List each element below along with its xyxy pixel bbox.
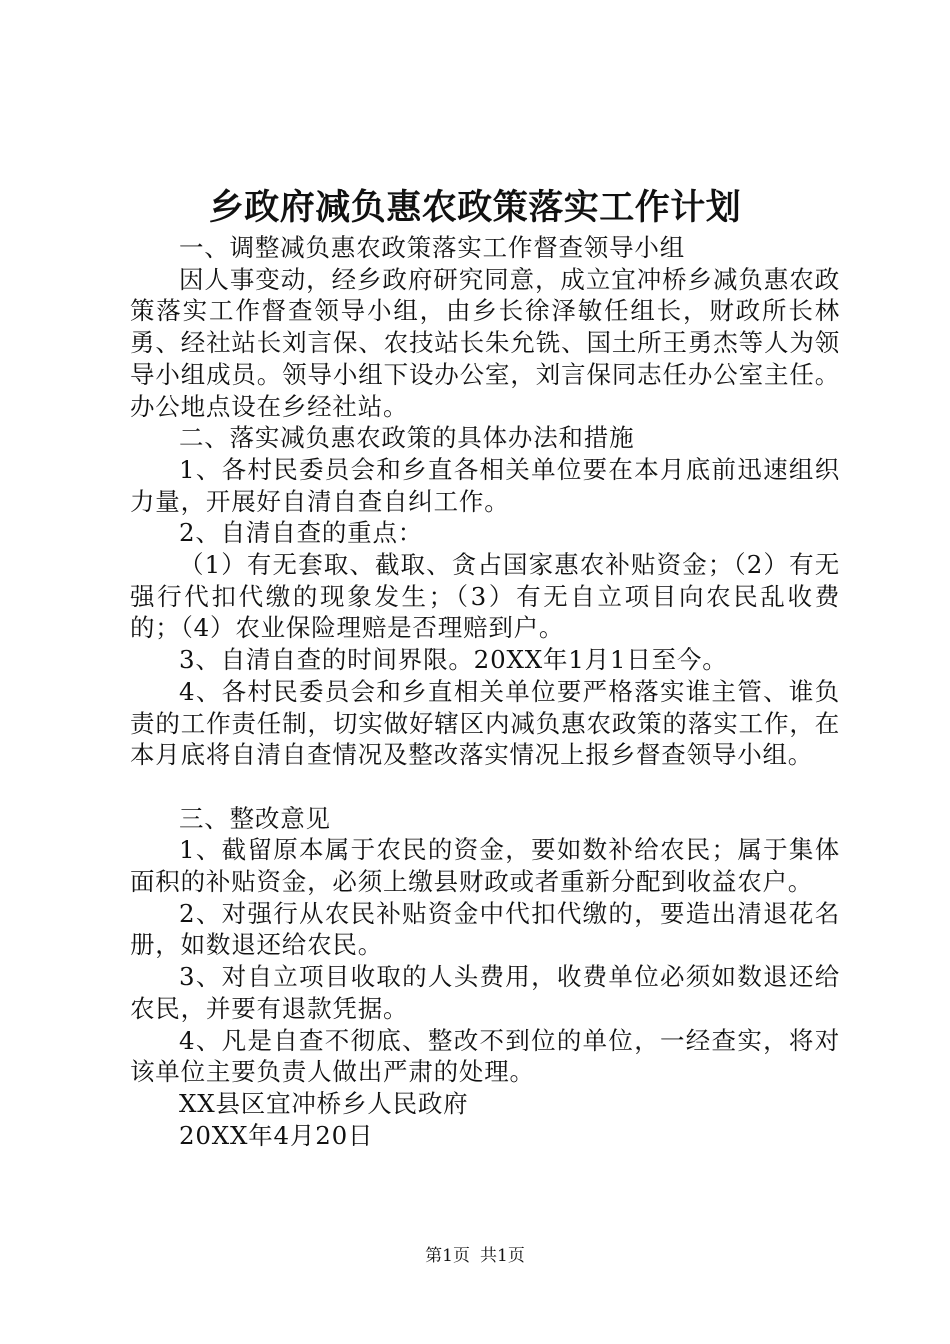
section-heading-1: 一、调整减负惠农政策落实工作督查领导小组: [179, 233, 685, 262]
section-heading-2: 二、落实减负惠农政策的具体办法和措施: [179, 423, 635, 453]
page-number: 第1页: [425, 1246, 470, 1266]
paragraph-opinion-2: 2、对强行从农民补贴资金中代扣代缴的，要造出清退花名册，如数退还给农民。: [130, 898, 840, 960]
page-total: 共1页: [480, 1246, 525, 1266]
paragraph-opinion-3: 3、对自立项目收取的人头费用，收费单位必须如数退还给农民，并要有退款凭据。: [130, 962, 840, 1023]
signature-organization: XX县区宜冲桥乡人民政府: [179, 1088, 469, 1118]
paragraph-opinion-1: 1、截留原本属于农民的资金，要如数补给农民；属于集体面积的补贴资金，必须上缴县财政或者重新分配到收益农户。: [130, 835, 840, 897]
paragraph-leadership-group: 因人事变动，经乡政府研究同意，成立宜冲桥乡减负惠农政策落实工作督查领导小组，由乡长徐泽敏任组长，财政所长林勇、经社站长刘言保、农技站长朱允铣、国土所王勇杰等人为领导小组成员。领导小组下设办公室，刘言保同志任办公室主任。办公地点设在乡经社站。: [130, 264, 840, 421]
blank-line: [130, 771, 840, 803]
page-footer: [0, 1244, 950, 1268]
paragraph-measure-1: 1、各村民委员会和乡直各相关单位要在本月底前迅速组织力量，开展好自清自查自纠工作。: [130, 454, 840, 516]
signature-date: 20XX年4月20日: [179, 1120, 374, 1150]
paragraph-measure-4: 4、各村民委员会和乡直相关单位要严格落实谁主管、谁负责的工作责任制，切实做好辖区内减负惠农政策的落实工作，在本月底将自清自查情况及整改落实情况上报乡督查领导小组。: [130, 676, 840, 770]
paragraph-measure-2: 2、自清自查的重点：: [179, 518, 424, 548]
document-body: [130, 232, 840, 1151]
section-heading-3: 三、整改意见: [179, 803, 331, 833]
paragraph-opinion-4: 4、凡是自查不彻底、整改不到位的单位，一经查实，将对该单位主要负责人做出严肃的处理。: [130, 1025, 840, 1087]
paragraph-measure-3: 3、自清自查的时间界限。20XX年1月1日至今。: [179, 645, 728, 675]
document-title: 乡政府减负惠农政策落实工作计划: [208, 187, 742, 228]
paragraph-check-points: （1）有无套取、截取、贪占国家惠农补贴资金；（2）有无强行代扣代缴的现象发生；（3）有无自立项目向农民乱收费的；（4）农业保险理赔是否理赔到户。: [130, 550, 840, 643]
